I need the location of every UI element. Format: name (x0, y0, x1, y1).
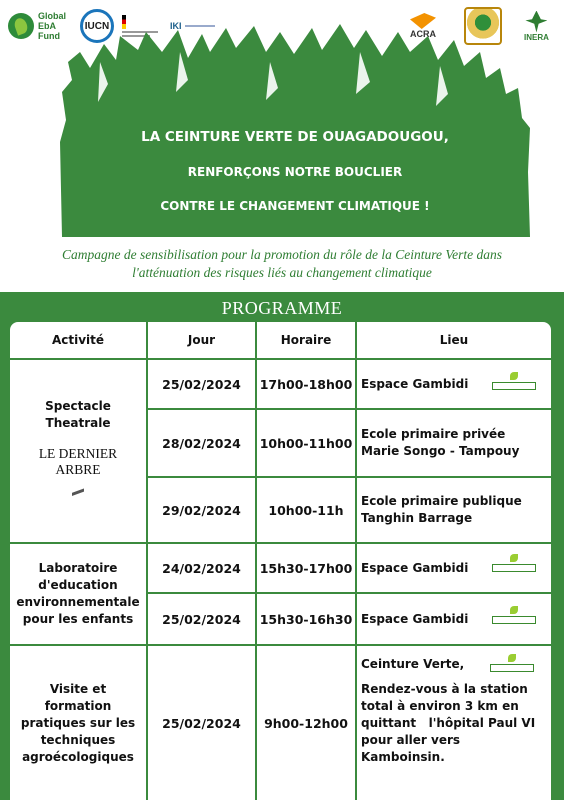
iucn-text: IUCN (84, 20, 110, 32)
row-5-time: 15h30-16h30 (257, 594, 355, 644)
row-6-venue-line-5: pour aller vers (361, 733, 461, 747)
row-6-venue-line-2: Rendez-vous à la station (361, 682, 528, 696)
activity-lab-line-4: pour les enfants (22, 612, 134, 626)
row-4-date: 24/02/2024 (148, 544, 255, 592)
leaf-icon (508, 654, 516, 662)
row-2-time: 10h00-11h00 (257, 410, 355, 476)
header-banner (60, 22, 530, 237)
activity-visit (10, 646, 146, 800)
campaign-line-1: Campagne de sensibilisation pour la promotion du rôle de la Ceinture Verte dans (62, 247, 502, 262)
gambidi-logo (487, 372, 541, 398)
headline-line-3: CONTRE LE CHANGEMENT CLIMATIQUE ! (160, 199, 430, 213)
leaf-icon (510, 372, 518, 380)
activity-theatre-line-1: Spectacle (45, 399, 111, 413)
activity-visit-line-4: techniques (40, 732, 116, 747)
play-title-line-1: LE DERNIER (38, 446, 118, 461)
row-3-venue (357, 478, 551, 542)
row-4-venue (357, 544, 551, 592)
row-6-venue (357, 646, 551, 800)
row-3-venue-line-1: Ecole primaire publique (361, 494, 522, 508)
row-5-venue (357, 594, 551, 644)
inera-text: INERA (524, 32, 549, 42)
row-6-venue-line-1: Ceinture Verte, (361, 657, 465, 671)
headline-line-1: LA CEINTURE VERTE DE OUAGADOUGOU, (141, 129, 449, 145)
activity-lab-line-2: d'education (38, 578, 118, 592)
gambidi-wordmark (492, 382, 536, 390)
activity-lab-line-3: environnementale (16, 595, 140, 609)
play-title-line-2: ARBRE (55, 462, 101, 477)
leaf-icon (510, 606, 518, 614)
row-5-date: 25/02/2024 (148, 594, 255, 644)
leaf-globe-icon (8, 13, 34, 39)
row-6-venue-line-6: Kamboinsin. (361, 750, 445, 764)
headline-line-2: RENFORÇONS NOTRE BOUCLIER (187, 165, 403, 179)
gambidi-wordmark (492, 564, 536, 572)
activity-lab (10, 544, 146, 644)
row-1-venue (357, 360, 551, 408)
row-5-venue-text: Espace Gambidi (361, 611, 469, 626)
tree-sketch-icon (72, 482, 84, 504)
acra-text: ACRA (410, 29, 436, 39)
header-jour: Jour (148, 322, 255, 358)
header-lieu: Lieu (357, 322, 551, 358)
gambidi-logo (487, 554, 541, 580)
row-2-venue-line-1: Ecole primaire privée (361, 427, 506, 441)
activity-visit-line-5: agroécologiques (22, 749, 134, 764)
row-4-time: 15h30-17h00 (257, 544, 355, 592)
activity-theatre-line-2: Theatrale (45, 416, 111, 430)
header-horaire: Horaire (257, 322, 355, 358)
row-6-time: 9h00-12h00 (257, 646, 355, 800)
row-6-venue-line-3: total à environ 3 km en (361, 699, 519, 713)
row-6-date: 25/02/2024 (148, 646, 255, 800)
programme-title: PROGRAMME (221, 298, 343, 318)
row-3-time: 10h00-11h (257, 478, 355, 542)
activity-theatre (10, 360, 146, 542)
leaf-icon (510, 554, 518, 562)
iki-text: IKI (170, 21, 182, 31)
gambidi-logo (487, 606, 541, 632)
row-3-date: 29/02/2024 (148, 478, 255, 542)
row-2-venue-line-2: Marie Songo - Tampouy (361, 444, 520, 458)
row-1-time: 17h00-18h00 (257, 360, 355, 408)
campaign-line-2: l'atténuation des risques liés au changement climatique (132, 265, 432, 280)
gambidi-logo (485, 654, 539, 680)
row-6-venue-line-4: quittant l'hôpital Paul VI (361, 716, 536, 730)
row-1-date: 25/02/2024 (148, 360, 255, 408)
gambidi-wordmark (490, 664, 534, 672)
row-2-venue (357, 410, 551, 476)
global-eba-fund-text: Global EbA Fund (38, 11, 67, 41)
activity-lab-line-1: Laboratoire (38, 561, 118, 575)
row-1-venue-text: Espace Gambidi (361, 376, 469, 391)
campaign-description (14, 246, 550, 282)
programme-table (10, 322, 551, 800)
row-2-date: 28/02/2024 (148, 410, 255, 476)
global-eba-fund-logo (8, 6, 66, 46)
activity-visit-line-2: formation (44, 698, 112, 713)
row-3-venue-line-2: Tanghin Barrage (361, 511, 473, 525)
activity-visit-line-1: Visite et (49, 681, 107, 696)
activity-visit-line-3: pratiques sur les (20, 715, 136, 730)
row-4-venue-text: Espace Gambidi (361, 560, 469, 575)
gambidi-wordmark (492, 616, 536, 624)
header-activite: Activité (10, 322, 146, 358)
